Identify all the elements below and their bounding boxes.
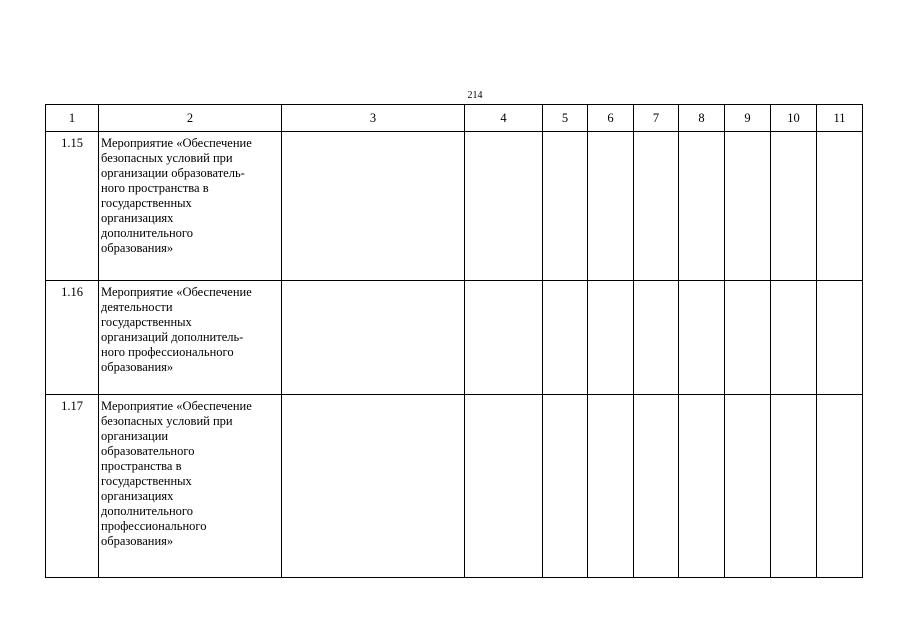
empty-cell	[725, 395, 771, 578]
column-header: 8	[679, 105, 725, 132]
description-line: ного профессионального	[101, 345, 234, 359]
empty-cell	[634, 395, 679, 578]
description-line: образования»	[101, 360, 174, 374]
table-row	[46, 132, 863, 281]
description-line: образования»	[101, 534, 174, 548]
empty-cell	[679, 281, 725, 395]
description-line: образовательного	[101, 444, 195, 458]
empty-cell	[588, 132, 634, 281]
description-line: организации образователь-	[101, 166, 245, 180]
description-line: безопасных условий при	[101, 414, 233, 428]
column-header: 4	[465, 105, 543, 132]
description-line: государственных	[101, 315, 192, 329]
row-number: 1.16	[46, 281, 99, 395]
empty-cell	[282, 395, 465, 578]
empty-cell	[725, 281, 771, 395]
column-header: 7	[634, 105, 679, 132]
description-line: профессионального	[101, 519, 207, 533]
description-line: Мероприятие «Обеспечение	[101, 136, 252, 150]
empty-cell	[817, 132, 863, 281]
column-header: 11	[817, 105, 863, 132]
description-line: организаций дополнитель-	[101, 330, 244, 344]
page-number: 214	[467, 90, 483, 101]
empty-cell	[634, 132, 679, 281]
empty-cell	[282, 281, 465, 395]
description-line: организации	[101, 429, 169, 443]
empty-cell	[588, 395, 634, 578]
description-line: пространства в	[101, 459, 182, 473]
empty-cell	[679, 395, 725, 578]
description-line: государственных	[101, 196, 192, 210]
empty-cell	[817, 395, 863, 578]
description-line: организациях	[101, 211, 174, 225]
column-header: 6	[588, 105, 634, 132]
description-line: деятельности	[101, 300, 173, 314]
column-header: 9	[725, 105, 771, 132]
column-header: 1	[46, 105, 99, 132]
description-line: дополнительного	[101, 226, 193, 240]
empty-cell	[679, 132, 725, 281]
plan-table	[45, 104, 863, 578]
row-description	[99, 132, 282, 281]
row-description	[99, 395, 282, 578]
empty-cell	[771, 395, 817, 578]
empty-cell	[282, 132, 465, 281]
column-header: 2	[99, 105, 282, 132]
description-line: Мероприятие «Обеспечение	[101, 285, 252, 299]
column-header: 10	[771, 105, 817, 132]
table-row	[46, 395, 863, 578]
empty-cell	[634, 281, 679, 395]
empty-cell	[725, 132, 771, 281]
row-number: 1.15	[46, 132, 99, 281]
empty-cell	[465, 281, 543, 395]
empty-cell	[543, 395, 588, 578]
empty-cell	[465, 395, 543, 578]
empty-cell	[817, 281, 863, 395]
column-header: 3	[282, 105, 465, 132]
description-line: государственных	[101, 474, 192, 488]
description-line: Мероприятие «Обеспечение	[101, 399, 252, 413]
empty-cell	[771, 132, 817, 281]
empty-cell	[543, 132, 588, 281]
description-line: организациях	[101, 489, 174, 503]
empty-cell	[588, 281, 634, 395]
row-number: 1.17	[46, 395, 99, 578]
empty-cell	[465, 132, 543, 281]
header-row	[46, 105, 863, 132]
row-description	[99, 281, 282, 395]
description-line: дополнительного	[101, 504, 193, 518]
description-line: образования»	[101, 241, 174, 255]
description-line: безопасных условий при	[101, 151, 233, 165]
description-line: ного пространства в	[101, 181, 209, 195]
empty-cell	[771, 281, 817, 395]
table-row	[46, 281, 863, 395]
column-header: 5	[543, 105, 588, 132]
empty-cell	[543, 281, 588, 395]
